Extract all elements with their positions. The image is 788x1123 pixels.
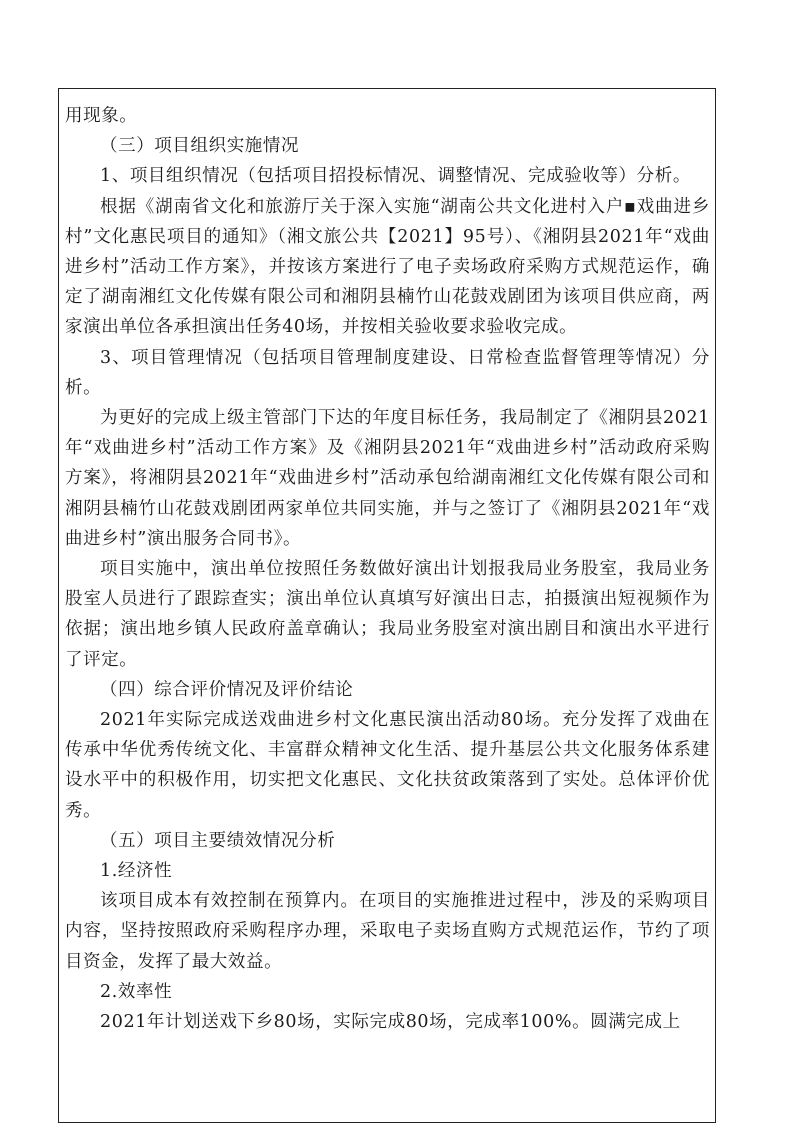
paragraph-efficiency: 2021年计划送戏下乡80场，实际完成80场，完成率100%。圆满完成上: [100, 1012, 681, 1033]
subheading-organization: 1、项目组织情况（包括项目招投标情况、调整情况、完成验收等）分析。: [100, 166, 691, 187]
paragraph-management-plan: 为更好的完成上级主管部门下达的年度目标任务，我局制定了《湘阴县2021年“戏曲进乡村”活动工作方案》及《湘阴县2021年“戏曲进乡村”活动政府采购方案》，将湘阴县2021年“戏曲进乡村”活动承包给湖南湘红文化传媒有限公司和湘阴县楠竹山花鼓戏剧团两家单位共同实施，并与之签订了《湘阴县2021年“戏曲进乡村”演出服务合同书》。: [65, 408, 710, 549]
subheading-efficiency: 2.效率性: [100, 981, 173, 1002]
section-heading-4: （四）综合评价情况及评价结论: [100, 679, 354, 700]
paragraph-organization-detail: 根据《湖南省文化和旅游厅关于深入实施“湖南公共文化进村入户▪戏曲进乡村”文化惠民项目的通知》（湘文旅公共【2021】95号）、《湘阴县2021年“戏曲进乡村”活动工作方案》，并按该方案进行了电子卖场政府采购方式规范运作，确定了湖南湘红文化传媒有限公司和湘阴县楠竹山花鼓戏剧团为该项目供应商，两家演出单位各承担演出任务40场，并按相关验收要求验收完成。: [65, 196, 710, 338]
paragraph-implementation: 项目实施中，演出单位按照任务数做好演出计划报我局业务股室，我局业务股室人员进行了跟踪查实；演出单位认真填写好演出日志，拍摄演出短视频作为依据；演出地乡镇人民政府盖章确认；我局业务股室对演出剧目和演出水平进行了评定。: [65, 559, 710, 670]
subheading-economy: 1.经济性: [100, 861, 173, 882]
document-body: [65, 101, 710, 1037]
subheading-management: 3、项目管理情况（包括项目管理制度建设、日常检查监督管理等情况）分析。: [65, 347, 710, 398]
section-heading-5: （五）项目主要绩效情况分析: [100, 830, 336, 851]
paragraph-continuation: 用现象。: [65, 106, 138, 126]
paragraph-evaluation: 2021年实际完成送戏曲进乡村文化惠民演出活动80场。充分发挥了戏曲在传承中华优秀传统文化、丰富群众精神文化生活、提升基层公共文化服务体系建设水平中的积极作用，切实把文化惠民、文化扶贫政策落到了实处。总体评价优秀。: [65, 710, 710, 821]
section-heading-3: （三）项目组织实施情况: [100, 136, 300, 157]
paragraph-economy: 该项目成本有效控制在预算内。在项目的实施推进过程中，涉及的采购项目内容，坚持按照政府采购程序办理，采取电子卖场直购方式规范运作，节约了项目资金，发挥了最大效益。: [65, 891, 710, 972]
